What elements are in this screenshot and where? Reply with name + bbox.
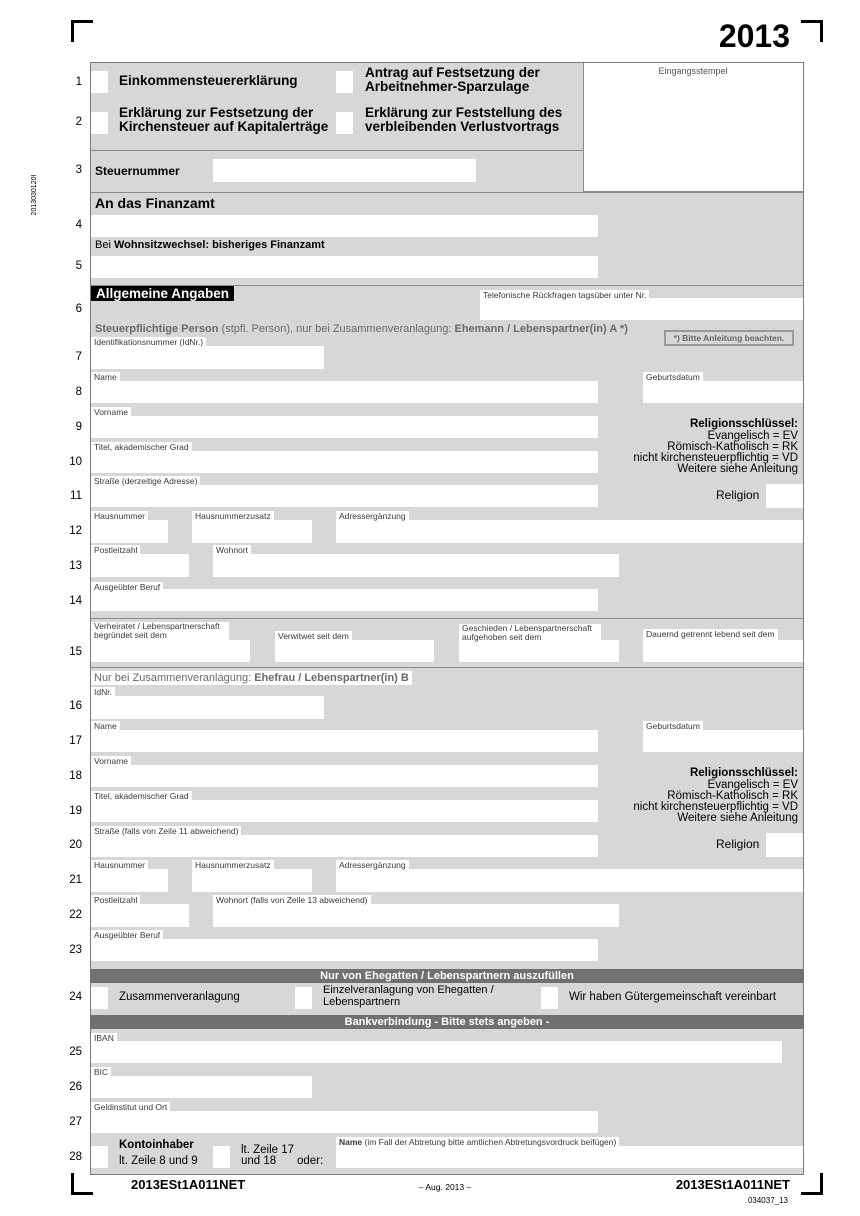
kirchensteuer-label: Erklärung zur Festsetzung der Kirchensteuer auf Kapitalerträge [119,105,329,134]
strasse-a-input[interactable] [91,485,598,507]
row-number: 13 [69,560,82,572]
footer-date: – Aug. 2013 – [418,1182,472,1192]
strasse-a-label: Straße (derzeitige Adresse) [91,476,200,487]
einzelveranlagung-label: Einzelveranlagung von Ehegatten / Lebenspartnern [323,984,494,1008]
religion-b-label: Religion [716,837,760,851]
zusammenveranlagung-checkbox[interactable] [91,987,108,1009]
religion-b-ev: Evangelisch = EV [707,779,798,791]
einkommensteuer-checkbox[interactable] [91,71,108,93]
corner-mark-top-right [801,20,823,42]
geschieden-label: Geschieden / Lebenspartnerschaft aufgehoben seit dem [459,624,601,642]
religion-a-weitere: Weitere siehe Anleitung [677,463,798,475]
row-number: 7 [75,351,82,363]
row-number: 9 [75,421,82,433]
kontoinhaber-a-checkbox[interactable] [91,1146,108,1168]
verheiratet-input[interactable] [91,640,250,662]
kontoinhaber-lt-zeile-17: lt. Zeile 17 [241,1144,295,1156]
kontoinhaber-oder: oder: [297,1155,324,1167]
steuernummer-label: Steuernummer [95,164,180,178]
religion-a-label: Religion [716,488,760,502]
hausnummer-a-label: Hausnummer [91,511,148,522]
idnr-b-label: IdNr. [91,687,115,698]
row-number: 12 [69,525,82,537]
row-number: 6 [75,303,82,315]
geburtsdatum-a-label: Geburtsdatum [643,372,703,383]
ehegatten-heading: Nur von Ehegatten / Lebenspartnern auszufüllen [90,969,804,983]
row-number: 14 [69,595,82,607]
beruf-a-label: Ausgeübter Beruf [91,582,163,593]
eingangsstempel-label: Eingangsstempel [658,66,728,76]
hausnummerzusatz-b-input[interactable] [192,869,312,892]
geburtsdatum-a-input[interactable] [643,381,803,403]
verwitwet-input[interactable] [275,640,434,662]
row-number: 18 [69,770,82,782]
getrennt-input[interactable] [643,640,803,662]
postleitzahl-b-label: Postleitzahl [91,895,140,906]
row-number: 26 [69,1081,82,1093]
steuernummer-input[interactable] [213,159,476,182]
corner-mark-bottom-left [71,1173,93,1195]
getrennt-label: Dauernd getrennt lebend seit dem [643,629,778,640]
row-number: 1 [75,76,82,88]
finanzamt-heading: An das Finanzamt [95,195,215,211]
religion-a-rk: Römisch-Katholisch = RK [667,441,798,453]
religion-a-ev: Evangelisch = EV [707,430,798,442]
beruf-a-input[interactable] [91,589,598,611]
hausnummer-b-label: Hausnummer [91,860,148,871]
allgemeine-angaben-heading: Allgemeine Angaben [91,286,234,301]
adressergaenzung-b-input[interactable] [336,869,803,892]
geldinstitut-input[interactable] [91,1111,598,1133]
postleitzahl-a-input[interactable] [91,554,189,577]
geburtsdatum-b-input[interactable] [643,730,803,752]
religion-a-vd: nicht kirchensteuerpflichtig = VD [633,452,798,464]
einkommensteuer-label: Einkommensteuererklärung [119,73,298,88]
kontoinhaber-lt-zeile-8-9: lt. Zeile 8 und 9 [119,1155,198,1167]
sparzulage-checkbox[interactable] [336,71,353,93]
row-number: 3 [75,164,82,176]
footer-code-right: 2013ESt1A011NET [675,1177,790,1192]
row-number: 10 [69,456,82,468]
hausnummerzusatz-a-input[interactable] [192,520,312,543]
corner-mark-top-left [71,20,93,42]
row-number: 16 [69,700,82,712]
adressergaenzung-b-label: Adressergänzung [336,860,409,871]
bic-label: BIC [91,1067,111,1078]
geburtsdatum-b-label: Geburtsdatum [643,721,703,732]
verlustvortrag-label: Erklärung zur Feststellung des verbleibenden Verlustvortrags [365,105,563,134]
hausnummer-b-input[interactable] [91,869,168,892]
vorname-b-label: Vorname [91,756,131,767]
anleitung-note: *) Bitte Anleitung beachten. [664,330,794,346]
religion-b-weitere: Weitere siehe Anleitung [677,812,798,824]
religion-b-vd: nicht kirchensteuerpflichtig = VD [633,801,798,813]
person-b-heading: Nur bei Zusammenveranlagung: Ehefrau / Lebenspartner(in) B [91,671,412,685]
row-number: 20 [69,839,82,851]
corner-mark-bottom-right [801,1173,823,1195]
bic-input[interactable] [91,1076,312,1098]
row-number: 11 [70,490,82,502]
religion-b-rk: Römisch-Katholisch = RK [667,790,798,802]
verheiratet-label: Verheiratet / Lebenspartnerschaft begründet seit dem [91,622,229,640]
postleitzahl-a-label: Postleitzahl [91,545,140,556]
row-number: 21 [69,874,82,886]
kontoinhaber-name-input[interactable] [336,1146,803,1168]
row-number: 23 [69,944,82,956]
guetergemeinschaft-label: Wir haben Gütergemeinschaft vereinbart [569,991,777,1003]
religion-b-title: Religionsschlüssel: [689,767,798,779]
row-number: 25 [69,1046,82,1058]
finanzamt-input[interactable] [91,215,598,237]
zusammenveranlagung-label: Zusammenveranlagung [119,991,240,1003]
row-number: 22 [69,909,82,921]
name-b-label: Name [91,721,120,732]
row-number: 15 [69,646,82,658]
geldinstitut-label: Geldinstitut und Ort [91,1102,170,1113]
strasse-b-label: Straße (falls von Zeile 11 abweichend) [91,826,241,837]
row-number: 8 [75,386,82,398]
wohnort-a-label: Wohnort [213,545,251,556]
row-number: 5 [75,260,82,272]
titel-b-input[interactable] [91,800,598,822]
hausnummerzusatz-b-label: Hausnummerzusatz [192,860,274,871]
telefon-input[interactable] [480,298,803,320]
kontoinhaber-name-label: Name (im Fall der Abtretung bitte amtlichen Abtretungsvordruck beifügen) [336,1137,619,1148]
verlustvortrag-checkbox[interactable] [336,112,353,134]
verwitwet-label: Verwitwet seit dem [275,631,352,642]
idnr-a-label: Identifikationsnummer (IdNr.) [91,337,206,348]
row-number: 2 [75,116,82,128]
form-year: 2013 [718,18,790,54]
kirchensteuer-checkbox[interactable] [91,112,108,134]
row-number: 17 [69,735,82,747]
row-number: 27 [69,1116,82,1128]
adressergaenzung-a-label: Adressergänzung [336,511,409,522]
kontoinhaber-label: Kontoinhaber [119,1139,194,1151]
bank-heading: Bankverbindung - Bitte stets angeben - [90,1015,804,1029]
beruf-b-input[interactable] [91,939,598,961]
person-a-heading: Steuerpflichtige Person (stpfl. Person), nur bei Zusammenveranlagung: Ehemann / Lebenspartner(in) A *) [95,323,628,335]
idnr-a-input[interactable] [91,346,324,369]
religion-a-input[interactable] [766,484,803,508]
vorname-a-label: Vorname [91,407,131,418]
vorname-b-input[interactable] [91,765,598,787]
telefon-label: Telefonische Rückfragen tagsüber unter Nr. [480,290,649,301]
barcode-number: 2013030120I [31,174,38,216]
idnr-b-input[interactable] [91,696,324,719]
titel-b-label: Titel, akademischer Grad [91,791,192,802]
sparzulage-label: Antrag auf Festsetzung der Arbeitnehmer-Sparzulage [365,65,540,94]
geschieden-input[interactable] [459,640,619,662]
wohnsitzwechsel-label: Bei Wohnsitzwechsel: bisheriges Finanzamt [95,239,325,251]
bisheriges-finanzamt-input[interactable] [91,256,598,278]
wohnort-b-input[interactable] [213,904,619,927]
religion-a-title: Religionsschlüssel: [689,418,798,430]
titel-a-label: Titel, akademischer Grad [91,442,192,453]
kontoinhaber-b-checkbox[interactable] [213,1146,230,1168]
wohnort-a-input[interactable] [213,554,619,577]
strasse-b-input[interactable] [91,835,598,857]
postleitzahl-b-input[interactable] [91,904,189,927]
wohnort-b-label: Wohnort (falls von Zeile 13 abweichend) [213,895,371,906]
hausnummer-a-input[interactable] [91,520,168,543]
iban-input[interactable] [91,1041,782,1063]
guetergemeinschaft-checkbox[interactable] [541,987,558,1009]
vorname-a-input[interactable] [91,416,598,438]
hausnummerzusatz-a-label: Hausnummerzusatz [192,511,274,522]
footer-code-left: 2013ESt1A011NET [131,1177,246,1192]
row-number: 4 [75,219,82,231]
iban-label: IBAN [91,1033,117,1044]
name-a-label: Name [91,372,120,383]
row-number: 19 [69,805,82,817]
beruf-b-label: Ausgeübter Beruf [91,930,163,941]
kontoinhaber-und-18: und 18 [241,1155,277,1167]
name-a-input[interactable] [91,381,598,403]
name-b-input[interactable] [91,730,598,752]
adressergaenzung-a-input[interactable] [336,520,803,543]
row-number: 28 [69,1151,82,1163]
row-number: 24 [69,991,82,1003]
einzelveranlagung-checkbox[interactable] [295,987,312,1009]
eingangsstempel-box [583,63,803,192]
religion-b-input[interactable] [766,833,803,857]
titel-a-input[interactable] [91,451,598,473]
footer-number: 034037_13 [747,1196,788,1205]
